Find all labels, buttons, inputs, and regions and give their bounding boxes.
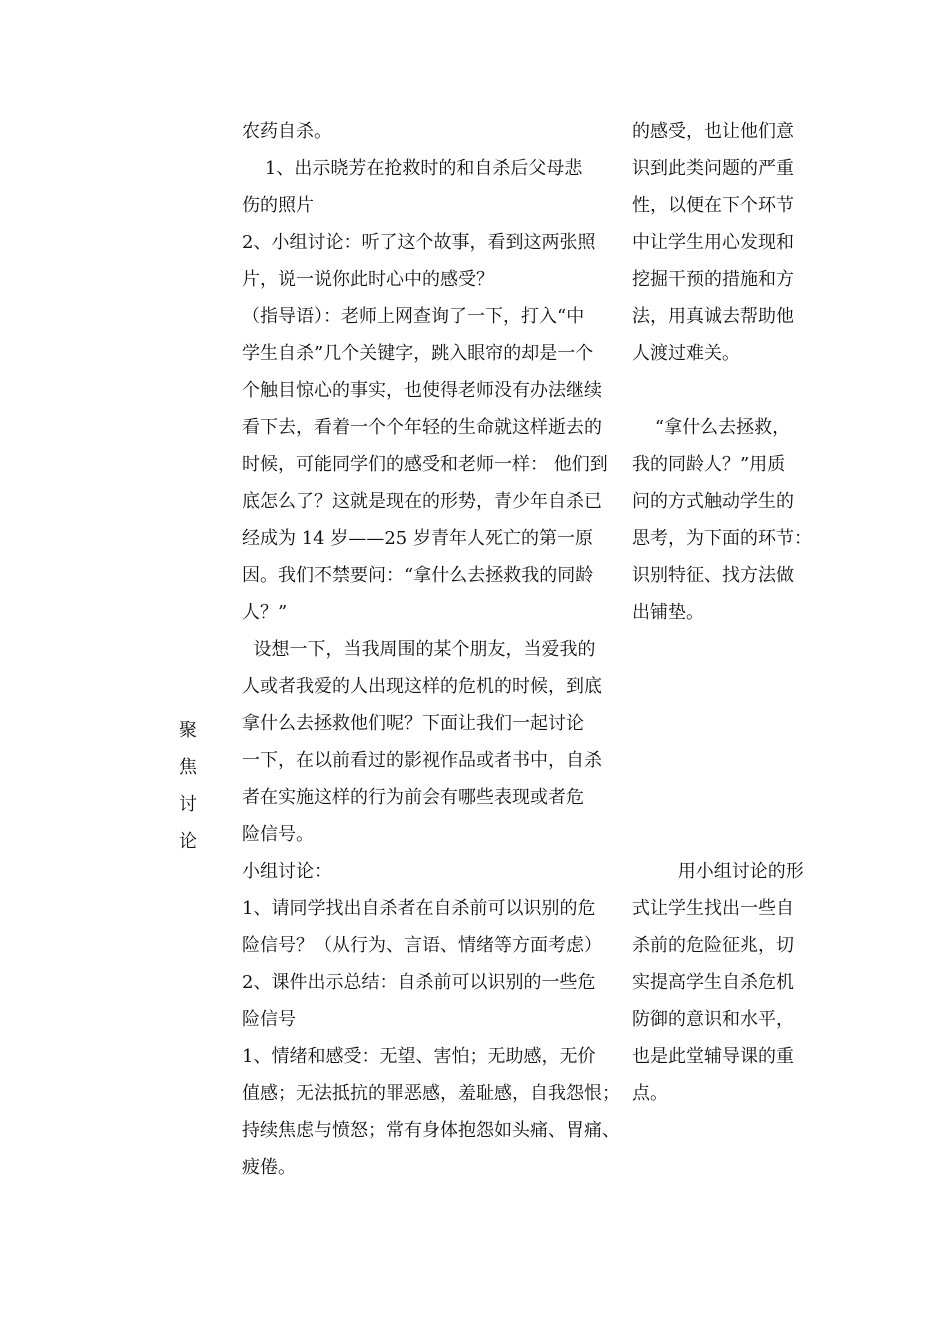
content-line: 2、小组讨论：听了这个故事，看到这两张照 (242, 232, 596, 253)
content-line: 一下，在以前看过的影视作品或者书中，自杀 (242, 750, 602, 771)
section-label-column (172, 712, 204, 860)
content-line: 学生自杀”几个关键字，跳入眼帘的却是一个 (242, 343, 594, 364)
content-line: 经成为 14 岁——25 岁青年人死亡的第一原 (242, 528, 593, 549)
section-label-char: 讨 (179, 794, 197, 815)
note-line: 用小组讨论的形 (632, 861, 804, 882)
content-line: 小组讨论： (242, 861, 332, 882)
content-line: 拿什么去拯救他们呢？下面让我们一起讨论 (242, 713, 584, 734)
content-line: 人或者我爱的人出现这样的危机的时候，到底 (242, 676, 602, 697)
note-line (632, 816, 810, 853)
content-line: 者在实施这样的行为前会有哪些表现或者危 (242, 787, 584, 808)
note-line (632, 779, 810, 816)
content-line: 农药自杀。 (242, 121, 332, 142)
note-line: “拿什么去拯救， (632, 417, 791, 438)
note-line: 识别特征、找方法做 (632, 565, 794, 586)
content-line: 1、情绪和感受：无望、害怕；无助感，无价 (242, 1046, 596, 1067)
note-line: 防御的意识和水平， (632, 1009, 794, 1030)
content-line: 伤的照片 (242, 195, 314, 216)
section-label-char: 论 (179, 831, 197, 852)
content-line: 疲倦。 (242, 1157, 296, 1178)
note-line (632, 668, 810, 705)
note-line: 我的同龄人？”用质 (632, 454, 786, 475)
note-line (632, 742, 810, 779)
note-line: 中让学生用心发现和 (632, 232, 794, 253)
content-line: 险信号。 (242, 824, 314, 845)
note-line (632, 372, 810, 409)
content-line: 底怎么了？这就是现在的形势，青少年自杀已 (242, 491, 602, 512)
note-line: 杀前的危险征兆，切 (632, 935, 794, 956)
section-label-char: 焦 (179, 757, 197, 778)
design-intent-column (632, 113, 810, 1112)
note-line: 式让学生找出一些自 (632, 898, 794, 919)
content-line: （指导语）：老师上网查询了一下，打入“中 (242, 306, 585, 327)
note-line: 法，用真诚去帮助他 (632, 306, 794, 327)
note-line (632, 631, 810, 668)
content-line: 1、出示晓芳在抢救时的和自杀后父母悲 (242, 158, 583, 179)
note-line: 识到此类问题的严重 (632, 158, 794, 179)
content-line: 人？” (242, 602, 288, 623)
note-line: 挖掘干预的措施和方 (632, 269, 794, 290)
content-line: 2、课件出示总结：自杀前可以识别的一些危 (242, 972, 596, 993)
content-line: 个触目惊心的事实，也使得老师没有办法继续 (242, 380, 602, 401)
section-label-char: 聚 (179, 720, 197, 741)
content-line: 因。我们不禁要问：“拿什么去拯救我的同龄 (242, 565, 594, 586)
note-line: 也是此堂辅导课的重 (632, 1046, 794, 1067)
content-line: 险信号？（从行为、言语、情绪等方面考虑） (242, 935, 602, 956)
teaching-content-column (242, 113, 620, 1186)
content-line: 片，说一说你此时心中的感受？ (242, 269, 494, 290)
note-line: 的感受，也让他们意 (632, 121, 794, 142)
content-line: 持续焦虑与愤怒；常有身体抱怨如头痛、胃痛、 (242, 1120, 620, 1141)
content-line: 看下去，看着一个个年轻的生命就这样逝去的 (242, 417, 602, 438)
note-line (632, 705, 810, 742)
content-line: 设想一下，当我周围的某个朋友，当爱我的 (242, 639, 596, 660)
note-line: 问的方式触动学生的 (632, 491, 794, 512)
content-line: 1、请同学找出自杀者在自杀前可以识别的危 (242, 898, 596, 919)
note-line: 点。 (632, 1083, 668, 1104)
content-line: 险信号 (242, 1009, 296, 1030)
note-line: 实提高学生自杀危机 (632, 972, 794, 993)
note-line: 人渡过难关。 (632, 343, 740, 364)
content-line: 时候，可能同学们的感受和老师一样： 他们到 (242, 454, 608, 475)
note-line: 性，以便在下个环节 (632, 195, 794, 216)
note-line: 出铺垫。 (632, 602, 704, 623)
note-line: 思考，为下面的环节： (632, 528, 812, 549)
content-line: 值感；无法抵抗的罪恶感，羞耻感，自我怨恨； (242, 1083, 620, 1104)
